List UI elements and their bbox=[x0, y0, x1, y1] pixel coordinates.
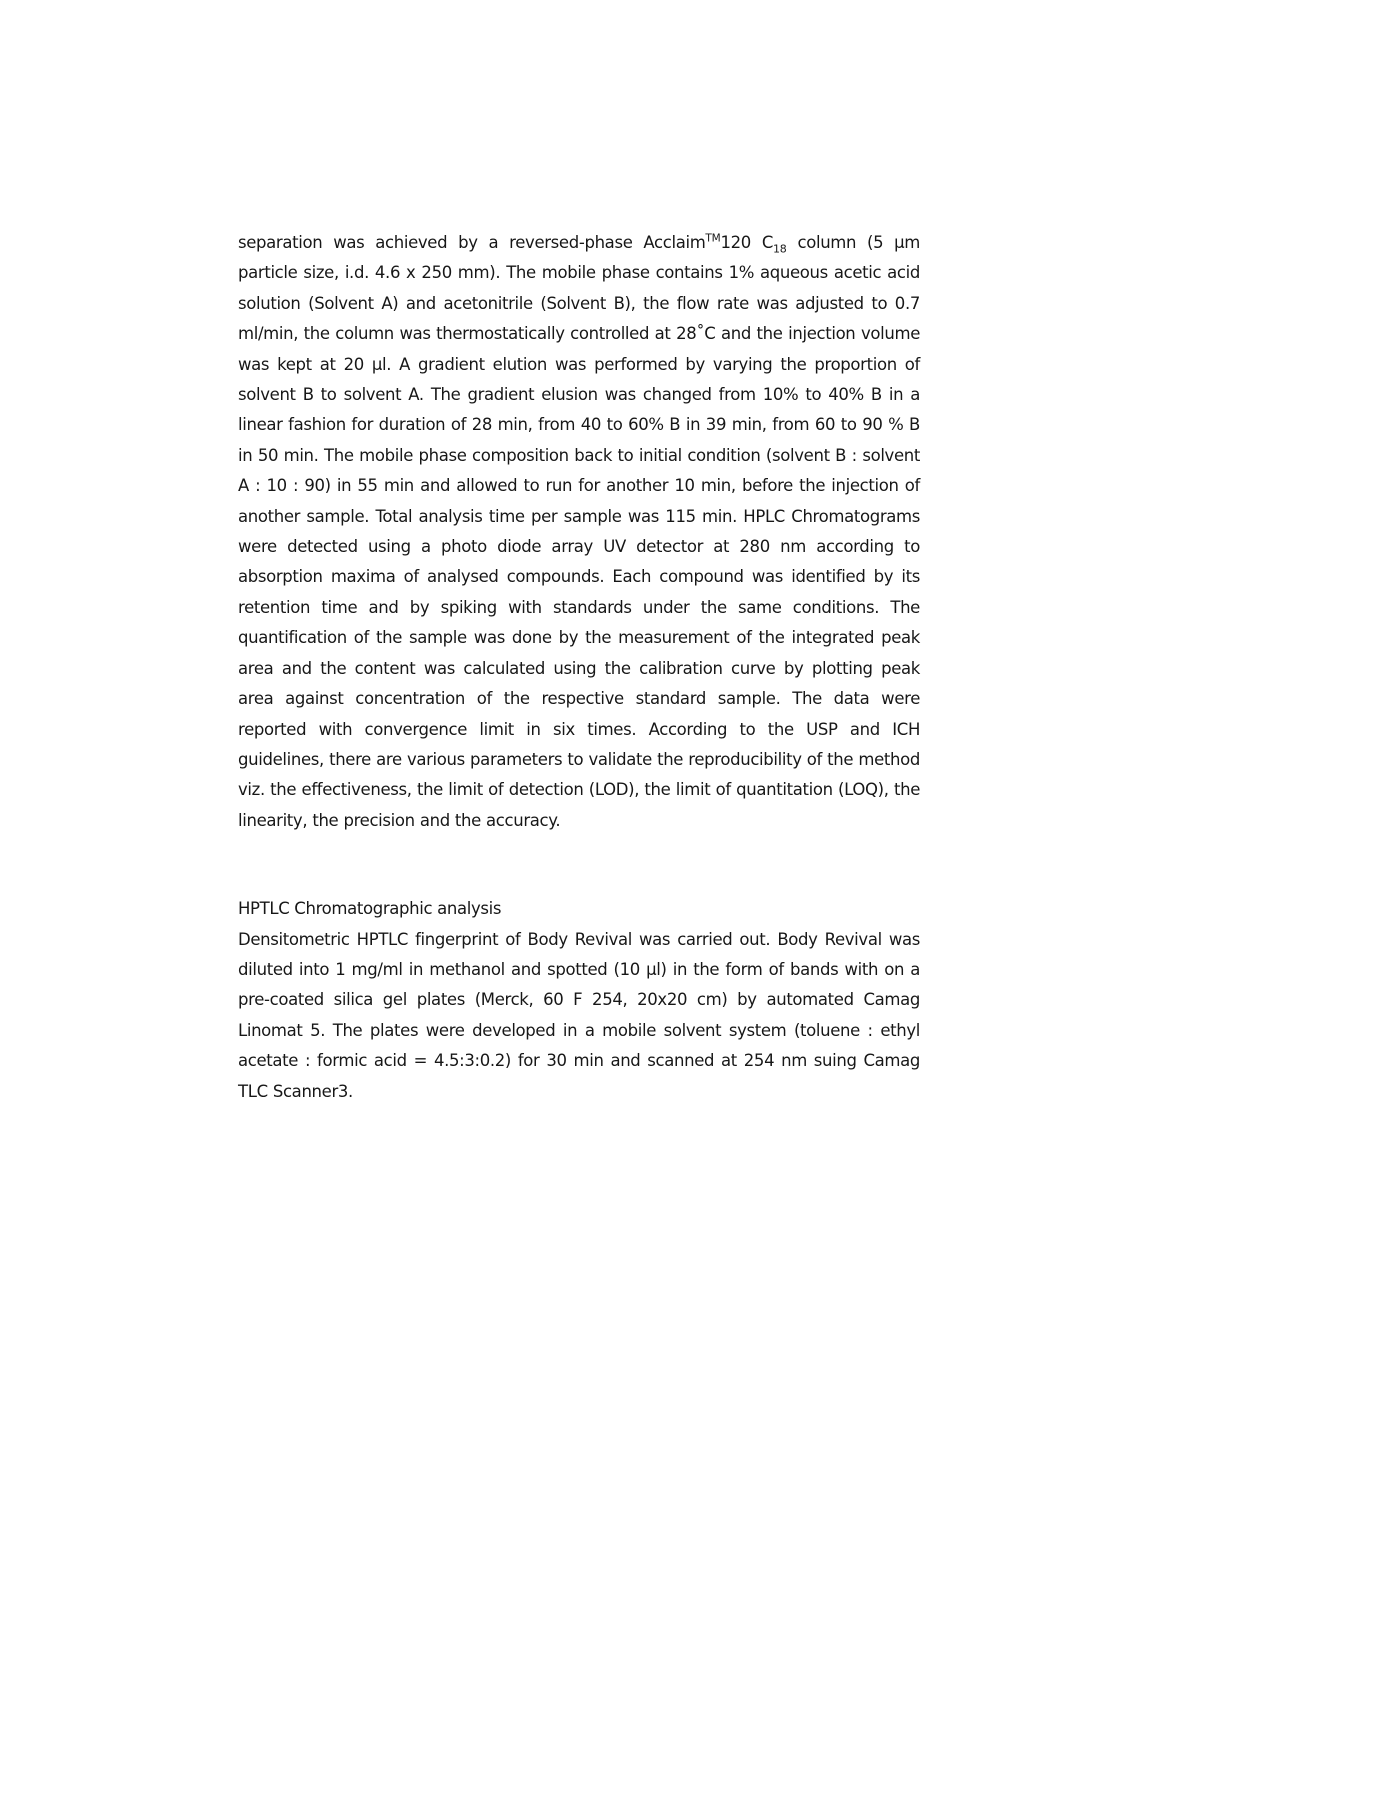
paragraph1-part-b: 120 C bbox=[720, 233, 773, 252]
section-heading-hptlc: HPTLC Chromatographic analysis bbox=[238, 899, 502, 919]
paragraph1-part-c: column (5 µm particle size, i.d. 4.6 x 250 mm). The mobile phase contains 1% aqueous acetic acid solution (Solvent A) and acetonitrile (Solvent B), the flow rate was adjusted to 0.7 ml/min, the column was thermostatically controlled at 28˚C and the injection volume was kept at 20 µl. A gradient elution was performed by varying the proportion of solvent B to solvent A. The gradient elusion was changed from 10% to 40% B in a linear fashion for duration of 28 min, from 40 to 60% B in 39 min, from 60 to 90 % B in 50 min. The mobile phase composition back to initial condition (solvent B : solvent A : 10 : 90) in 55 min and allowed to run for another 10 min, before the injection of another sample. Total analysis time per sample was 115 min. HPLC Chromatograms were detected using a photo diode array UV detector at 280 nm according to absorption maxima of analysed compounds. Each compound was identified by its retention time and by spiking with standards under the same conditions. The quantification of the sample was done by the measurement of the integrated peak area and the content was calculated using the calibration curve by plotting peak area against concentration of the respective standard sample. The data were reported with convergence limit in six times. According to the USP and ICH guidelines, there are various parameters to validate the reproducibility of the method viz. the effectiveness, the limit of detection (LOD), the limit of quantitation (LOQ), the linearity, the precision and the accuracy. bbox=[238, 233, 920, 830]
paragraph-spacer bbox=[238, 836, 920, 864]
section-hptlc bbox=[238, 894, 920, 1107]
paragraph1-part-a: separation was achieved by a reversed-phase Acclaim bbox=[238, 233, 706, 252]
paragraph-hplc-method bbox=[238, 228, 920, 836]
paragraph-hptlc-method: Densitometric HPTLC fingerprint of Body Revival was carried out. Body Revival was diluted into 1 mg/ml in methanol and spotted (10 µl) in the form of bands with on a pre-coated silica gel plates (Merck, 60 F 254, 20x20 cm) by automated Camag Linomat 5. The plates were developed in a mobile solvent system (toluene : ethyl acetate : formic acid = 4.5:3:0.2) for 30 min and scanned at 254 nm suing Camag TLC Scanner3. bbox=[238, 929, 920, 1101]
trademark-superscript: TM bbox=[705, 232, 721, 245]
page-content bbox=[238, 228, 920, 1107]
carbon-18-subscript: 18 bbox=[773, 242, 787, 256]
